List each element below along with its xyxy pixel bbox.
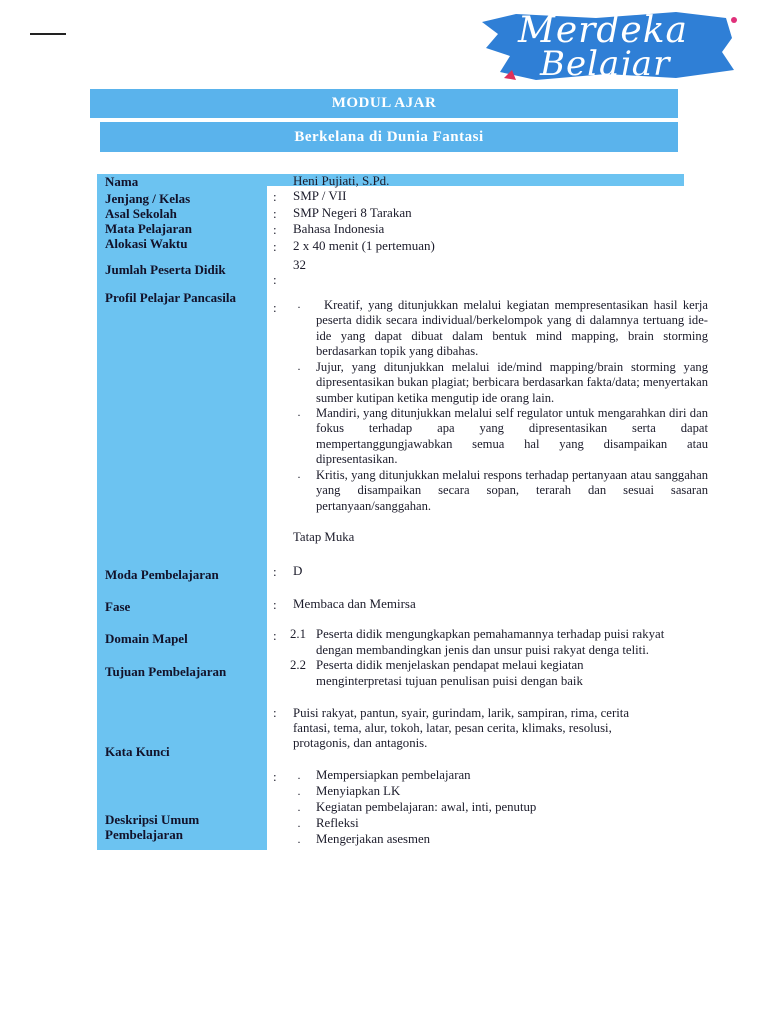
bullet: · [297, 771, 301, 785]
value-jumlah-peserta: 32 [293, 257, 306, 272]
value-tatap-muka: Tatap Muka [293, 530, 355, 544]
label-asal-sekolah: Asal Sekolah [105, 206, 177, 221]
deskripsi-item: Refleksi [316, 816, 359, 830]
colon: : [273, 222, 277, 237]
tujuan-number: 2.1 [290, 627, 306, 641]
scan-mark [30, 33, 66, 35]
profil-item-jujur: Jujur, yang ditunjukkan melalui ide/mind mapping/brain storming yang dipresentasikan bukan plagiat; berbicara berdasarkan fakta/data; menyertakan sumber kutipan ketika mengutip ide orang lain. [316, 360, 708, 405]
value-mata-pelajaran: Bahasa Indonesia [293, 221, 385, 236]
kata-kunci-line: fantasi, tema, alur, tokoh, latar, pesan cerita, klimaks, resolusi, [293, 721, 612, 735]
tujuan-line: dengan membandingkan jenis dan unsur puisi rakyat denga teliti. [316, 643, 649, 657]
bullet: · [297, 408, 301, 422]
tujuan-line: Peserta didik mengungkapkan pemahamannya terhadap puisi rakyat [316, 627, 665, 641]
label-fase: Fase [105, 599, 131, 614]
value-moda: D [293, 563, 303, 578]
profil-item-mandiri: Mandiri, yang ditunjukkan melalui self regulator untuk mengarahkan diri dan fokus terhadap apa yang dipresentasikan serta dapat mempertanggungjawabkan semua hal yang disampaikan atau dipresentasikan. [316, 406, 708, 467]
label-deskripsi-2: Pembelajaran [105, 827, 183, 842]
value-asal-sekolah: SMP Negeri 8 Tarakan [293, 205, 412, 220]
colon: : [273, 597, 277, 612]
label-jumlah-peserta: Jumlah Peserta Didik [105, 262, 226, 277]
value-fase: Membaca dan Memirsa [293, 596, 416, 611]
logo-line2: Belajar [540, 44, 671, 84]
tujuan-line: Peserta didik menjelaskan pendapat melaui kegiatan [316, 658, 584, 672]
label-deskripsi: Deskripsi Umum [105, 812, 200, 827]
value-alokasi-waktu: 2 x 40 menit (1 pertemuan) [293, 238, 435, 253]
kata-kunci-line: protagonis, dan antagonis. [293, 736, 428, 750]
document-subtitle: Berkelana di Dunia Fantasi [100, 122, 678, 152]
value-jenjang: SMP / VII [293, 188, 347, 203]
bullet: · [297, 787, 301, 801]
profil-item-kritis: Kritis, yang ditunjukkan melalui respons terhadap pertanyaan atau sanggahan yang disampaikan secara sopan, terarah dan sesuai sasaran pertanyaan/sanggahan. [316, 468, 708, 513]
colon: : [273, 189, 277, 204]
label-profil-pelajar: Profil Pelajar Pancasila [105, 290, 236, 305]
bullet: · [297, 300, 301, 314]
bullet: · [297, 835, 301, 849]
document-title: MODUL AJAR [90, 89, 678, 118]
bullet: · [297, 362, 301, 376]
bullet: · [297, 803, 301, 817]
bullet: · [297, 819, 301, 833]
colon: : [273, 628, 277, 643]
deskripsi-item: Menyiapkan LK [316, 784, 401, 798]
label-tujuan: Tujuan Pembelajaran [105, 664, 227, 679]
merdeka-belajar-logo [476, 8, 738, 82]
kata-kunci-line: Puisi rakyat, pantun, syair, gurindam, larik, sampiran, rima, cerita [293, 706, 630, 720]
logo-line1: Merdeka [518, 10, 689, 51]
label-alokasi-waktu: Alokasi Waktu [105, 236, 188, 251]
tujuan-line: menginterpretasi tujuan penulisan puisi dengan baik [316, 674, 583, 688]
deskripsi-item: Kegiatan pembelajaran: awal, inti, penutup [316, 800, 537, 814]
deskripsi-item: Mengerjakan asesmen [316, 832, 431, 846]
colon: : [273, 239, 277, 254]
colon: : [273, 272, 277, 287]
bullet: · [297, 470, 301, 484]
colon: : [273, 769, 277, 784]
value-nama: Heni Pujiati, S.Pd. [293, 173, 390, 188]
tujuan-number: 2.2 [290, 658, 306, 672]
label-moda: Moda Pembelajaran [105, 567, 219, 582]
label-nama: Nama [105, 174, 139, 189]
label-domain-mapel: Domain Mapel [105, 631, 188, 646]
profil-item-kreatif: Kreatif, yang ditunjukkan melalui kegiatan mempresentasikan hasil kerja peserta didik secara individual/berkelompok yang di dalamnya tertuang ide-ide yang dapat dibuat dalam bentuk mind mapping, brain storming berdasarkan topik yang dibahas. [316, 298, 708, 359]
colon: : [273, 564, 277, 579]
colon: : [273, 705, 277, 720]
deskripsi-item: Mempersiapkan pembelajaran [316, 768, 471, 782]
label-mata-pelajaran: Mata Pelajaran [105, 221, 193, 236]
colon: : [273, 206, 277, 221]
colon: : [273, 300, 277, 315]
label-jenjang: Jenjang / Kelas [105, 191, 191, 206]
label-kata-kunci: Kata Kunci [105, 744, 170, 759]
